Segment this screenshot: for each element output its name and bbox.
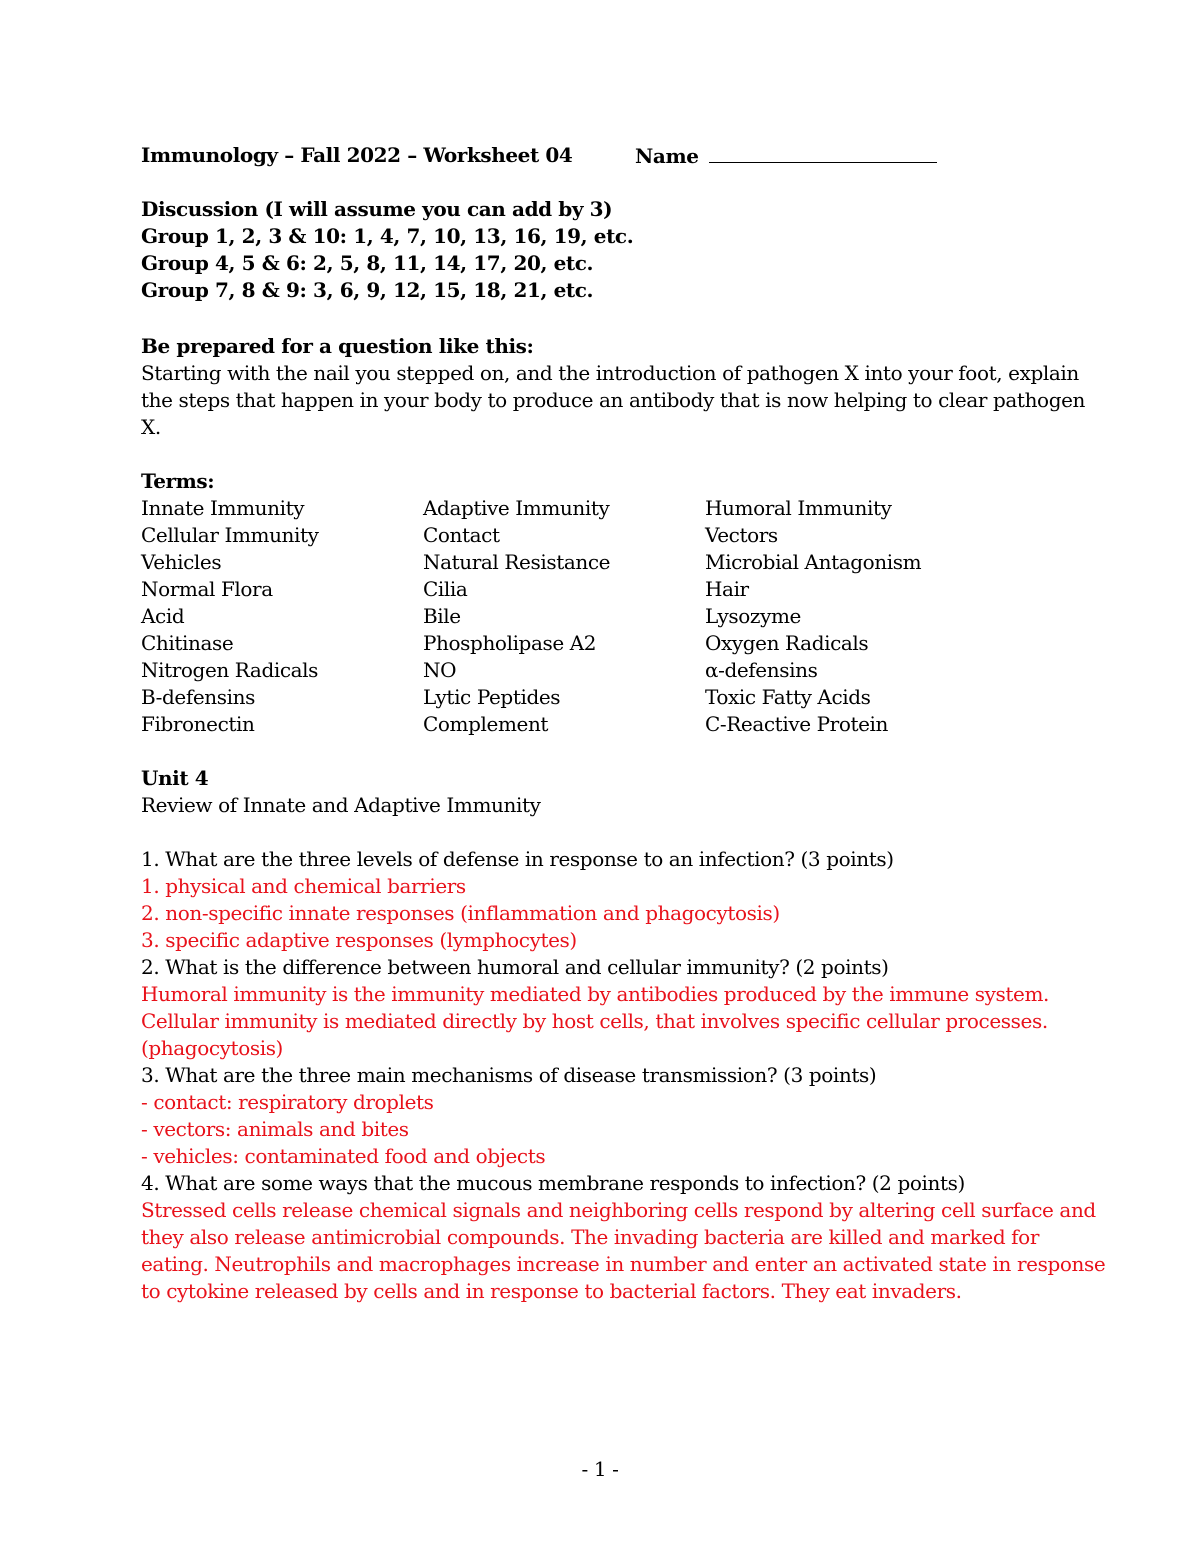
- term: Toxic Fatty Acids: [705, 685, 871, 709]
- term: Vehicles: [141, 550, 222, 574]
- term: Natural Resistance: [423, 550, 611, 574]
- term: Phospholipase A2: [423, 631, 597, 655]
- name-blank-line[interactable]: [709, 142, 937, 163]
- term: Nitrogen Radicals: [141, 658, 319, 682]
- unit-subtitle: Review of Innate and Adaptive Immunity: [141, 793, 541, 817]
- term: Humoral Immunity: [705, 496, 892, 520]
- term: NO: [423, 658, 457, 682]
- term: Oxygen Radicals: [705, 631, 869, 655]
- prep-heading: Be prepared for a question like this:: [141, 334, 534, 358]
- terms-table: [141, 495, 1061, 738]
- answer-line: 2. non-specific innate responses (inflammation and phagocytosis): [141, 901, 780, 925]
- name-label: Name: [635, 144, 699, 168]
- term: Cilia: [423, 577, 468, 601]
- term: Contact: [423, 523, 500, 547]
- term: Lysozyme: [705, 604, 801, 628]
- term: Lytic Peptides: [423, 685, 561, 709]
- term: Fibronectin: [141, 712, 255, 736]
- worksheet-title: Immunology – Fall 2022 – Worksheet 04: [141, 143, 573, 167]
- prep-text: the steps that happen in your body to produce an antibody that is now helping to clear pathogen: [141, 388, 1086, 412]
- answer-line: they also release antimicrobial compounds. The invading bacteria are killed and marked for: [141, 1225, 1039, 1249]
- answer-line: - vectors: animals and bites: [141, 1117, 409, 1141]
- term: Cellular Immunity: [141, 523, 319, 547]
- term: B-defensins: [141, 685, 255, 709]
- term: Acid: [141, 604, 185, 628]
- answer-line: - contact: respiratory droplets: [141, 1090, 434, 1114]
- term: Normal Flora: [141, 577, 273, 601]
- answer-line: eating. Neutrophils and macrophages increase in number and enter an activated state in response: [141, 1252, 1106, 1276]
- answer-line: (phagocytosis): [141, 1036, 283, 1060]
- term: Innate Immunity: [141, 496, 305, 520]
- term: Microbial Antagonism: [705, 550, 922, 574]
- discussion-group: Group 4, 5 & 6: 2, 5, 8, 11, 14, 17, 20, etc.: [141, 251, 594, 275]
- answer-line: Humoral immunity is the immunity mediated by antibodies produced by the immune system.: [141, 982, 1049, 1006]
- term: C-Reactive Protein: [705, 712, 889, 736]
- prep-text: X.: [141, 415, 161, 439]
- terms-heading: Terms:: [141, 469, 215, 493]
- term: Hair: [705, 577, 749, 601]
- worksheet-page: [141, 142, 1106, 1305]
- term: Vectors: [705, 523, 778, 547]
- worksheet-header: [141, 142, 1061, 169]
- name-field[interactable]: [635, 142, 937, 170]
- question: 4. What are some ways that the mucous membrane responds to infection? (2 points): [141, 1171, 965, 1195]
- answer-line: Cellular immunity is mediated directly by host cells, that involves specific cellular processes.: [141, 1009, 1048, 1033]
- answer-line: to cytokine released by cells and in response to bacterial factors. They eat invaders.: [141, 1279, 962, 1303]
- term: Bile: [423, 604, 461, 628]
- answer-line: - vehicles: contaminated food and objects: [141, 1144, 546, 1168]
- term: Complement: [423, 712, 549, 736]
- term: α-defensins: [705, 658, 818, 682]
- answer-line: 3. specific adaptive responses (lymphocytes): [141, 928, 577, 952]
- question: 3. What are the three main mechanisms of disease transmission? (3 points): [141, 1063, 877, 1087]
- discussion-heading: Discussion (I will assume you can add by 3): [141, 197, 613, 221]
- answer-line: Stressed cells release chemical signals and neighboring cells respond by altering cell surface and: [141, 1198, 1096, 1222]
- answer-line: 1. physical and chemical barriers: [141, 874, 466, 898]
- unit-heading: Unit 4: [141, 766, 209, 790]
- question: 1. What are the three levels of defense in response to an infection? (3 points): [141, 847, 894, 871]
- term: Adaptive Immunity: [423, 496, 610, 520]
- question: 2. What is the difference between humoral and cellular immunity? (2 points): [141, 955, 889, 979]
- prep-text: Starting with the nail you stepped on, and the introduction of pathogen X into your foot, explain: [141, 361, 1079, 385]
- page-number: - 1 -: [581, 1457, 619, 1481]
- term: Chitinase: [141, 631, 234, 655]
- discussion-group: Group 7, 8 & 9: 3, 6, 9, 12, 15, 18, 21, etc.: [141, 278, 594, 302]
- discussion-group: Group 1, 2, 3 & 10: 1, 4, 7, 10, 13, 16, 19, etc.: [141, 224, 634, 248]
